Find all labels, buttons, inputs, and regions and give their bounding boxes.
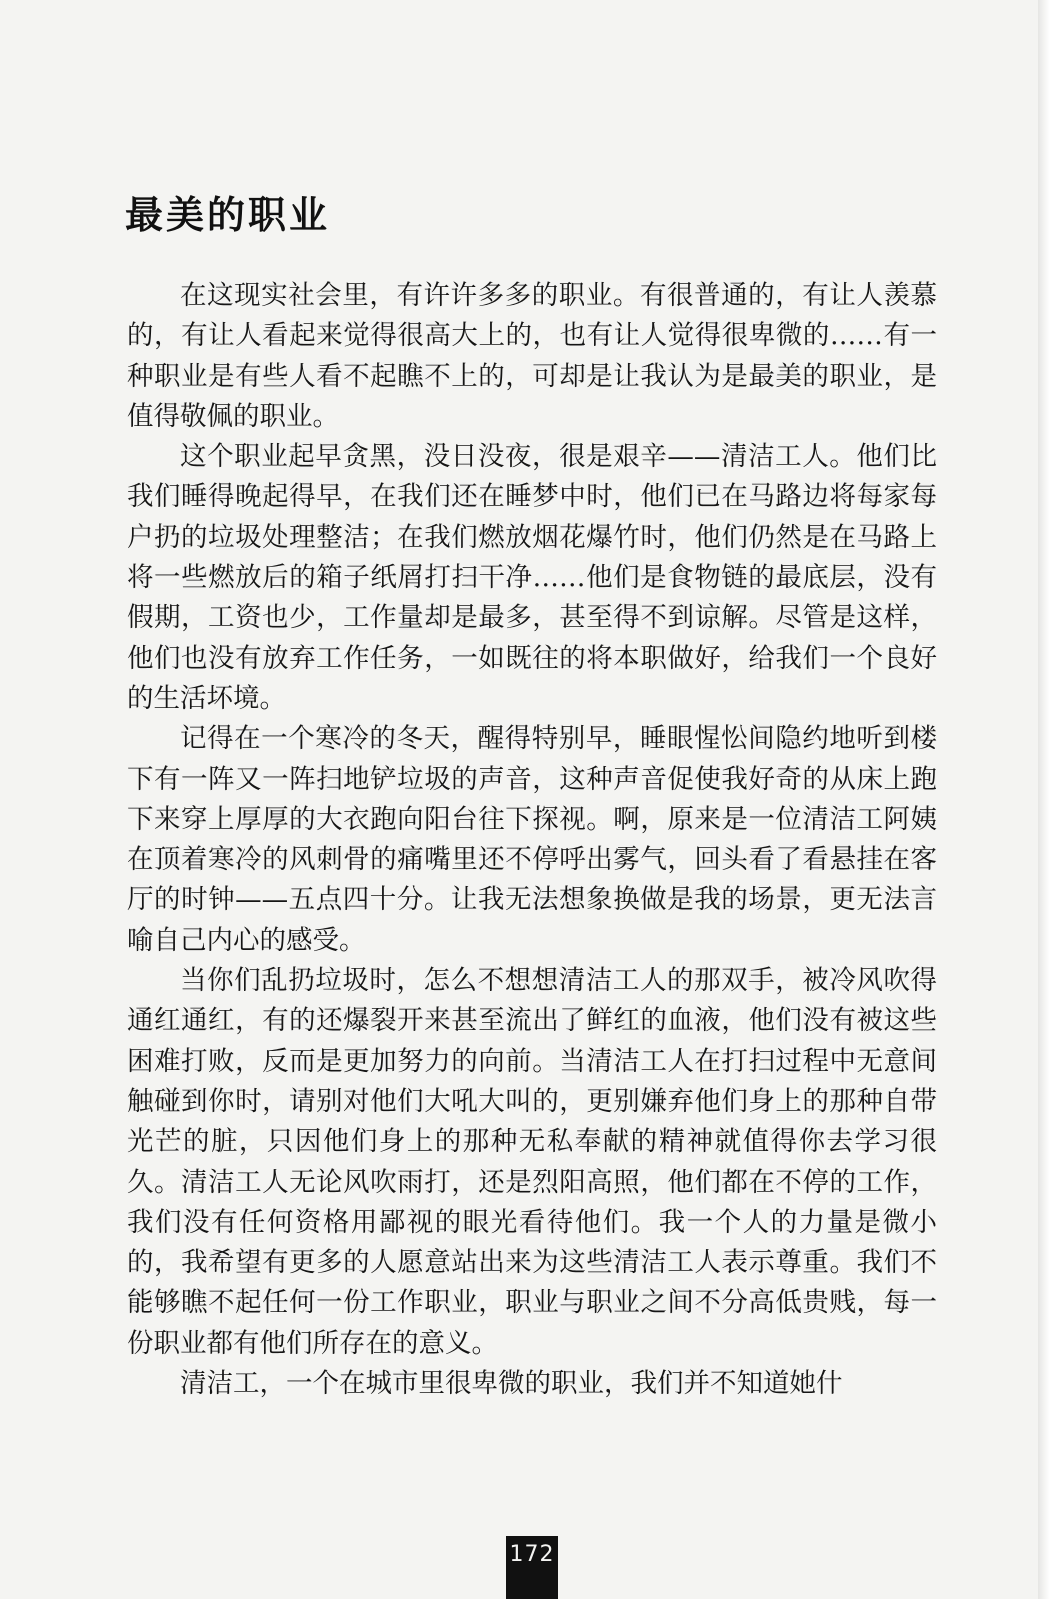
page-edge-shadow bbox=[1038, 0, 1050, 1599]
body-text bbox=[127, 276, 937, 1404]
paragraph-3: 记得在一个寒冷的冬天，醒得特别早，睡眼惺忪间隐约地听到楼下有一阵又一阵扫地铲垃圾的声音，这种声音促使我好奇的从床上跑下来穿上厚厚的大衣跑向阳台往下探视。啊，原来是一位清洁工阿姨在顶着寒冷的风刺骨的痛嘴里还不停呼出雾气，回头看了看悬挂在客厅的时钟——五点四十分。让我无法想象换做是我的场景，更无法言喻自己内心的感受。 bbox=[127, 723, 937, 956]
paragraph-2: 这个职业起早贪黑，没日没夜，很是艰辛——清洁工人。他们比我们睡得晚起得早，在我们还在睡梦中时，他们已在马路边将每家每户扔的垃圾处理整洁；在我们燃放烟花爆竹时，他们仍然是在马路上将一些燃放后的箱子纸屑打扫干净……他们是食物链的最底层，没有假期，工资也少，工作量却是最多，甚至得不到谅解。尽管是这样，他们也没有放弃工作任务，一如既往的将本职做好，给我们一个良好的生活坏境。 bbox=[127, 441, 937, 714]
page-title: 最美的职业 bbox=[125, 193, 331, 237]
page-number: 172 bbox=[506, 1536, 558, 1599]
paragraph-5: 清洁工，一个在城市里很卑微的职业，我们并不知道她什 bbox=[180, 1368, 843, 1400]
paragraph-4: 当你们乱扔垃圾时，怎么不想想清洁工人的那双手，被冷风吹得通红通红，有的还爆裂开来甚至流出了鲜红的血液，他们没有被这些困难打败，反而是更加努力的向前。当清洁工人在打扫过程中无意间触碰到你时，请别对他们大吼大叫的，更别嫌弃他们身上的那种自带光芒的脏，只因他们身上的那种无私奉献的精神就值得你去学习很久。清洁工人无论风吹雨打，还是烈阳高照，他们都在不停的工作，我们没有任何资格用鄙视的眼光看待他们。我一个人的力量是微小的，我希望有更多的人愿意站出来为这些清洁工人表示尊重。我们不能够瞧不起任何一份工作职业，职业与职业之间不分高低贵贱，每一份职业都有他们所存在的意义。 bbox=[127, 965, 937, 1359]
paragraph-1: 在这现实社会里，有许许多多的职业。有很普通的，有让人羡慕的，有让人看起来觉得很高大上的，也有让人觉得很卑微的……有一种职业是有些人看不起瞧不上的，可却是让我认为是最美的职业，是值得敬佩的职业。 bbox=[127, 280, 937, 432]
